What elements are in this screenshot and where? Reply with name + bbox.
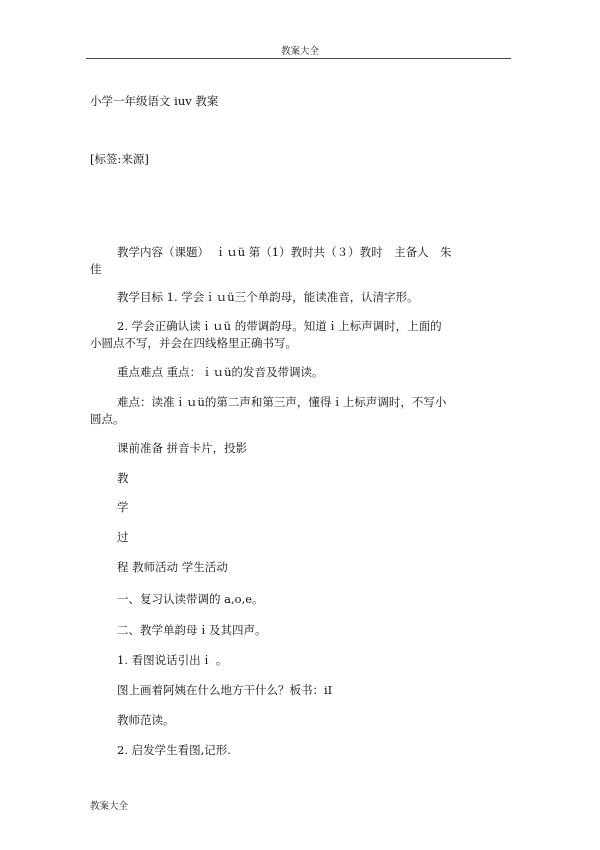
paragraph-line: 难点：读准ｉｕü的第二声和第三声，懂得ｉ上标声调时，不写小	[117, 395, 447, 409]
paragraph-line: 圆点。	[90, 412, 125, 426]
page-header-title: 教案大全	[280, 46, 319, 57]
paragraph-line: 程 教师活动 学生活动	[117, 560, 228, 574]
paragraph-line: 过	[117, 530, 129, 544]
paragraph-line: 教学目标 1. 学会ｉｕü三个单韵母，能读准音，认清字形。	[117, 290, 419, 304]
paragraph-line: 教学内容（课题） ｉｕü 第（1）教时共（３）教时 主备人 朱	[117, 245, 452, 259]
document-title: 小学一年级语文 iuv 教案	[90, 94, 219, 108]
paragraph-line: 2. 启发学生看图,记形.	[117, 743, 231, 757]
paragraph-line: 佳	[90, 262, 102, 276]
paragraph-line: 教	[117, 471, 129, 485]
header-divider	[86, 58, 511, 59]
tag-label: [标签:来源]	[90, 152, 149, 166]
paragraph-line: 重点难点 重点：ｉｕü的发音及带调读。	[117, 365, 324, 379]
paragraph-line: 二、教学单韵母ｉ及其四声。	[117, 623, 267, 637]
paragraph-line: 1. 看图说话引出ｉ 。	[117, 653, 228, 667]
paragraph-line: 课前准备 拼音卡片，投影	[117, 441, 248, 455]
paragraph-line: 图上画着阿姨在什么地方干什么？板书：iI	[117, 683, 333, 697]
paragraph-line: 一、复习认读带调的 a,o,e。	[117, 592, 264, 606]
paragraph-line: 学	[117, 500, 129, 514]
paragraph-line: 小圆点不写，并会在四线格里正确书写。	[90, 336, 297, 350]
paragraph-line: 教师范读。	[117, 713, 175, 727]
page-footer-title: 教案大全	[90, 801, 129, 812]
paragraph-line: 2. 学会正确认读ｉｕü 的带调韵母。知道ｉ上标声调时，上面的	[117, 319, 442, 333]
